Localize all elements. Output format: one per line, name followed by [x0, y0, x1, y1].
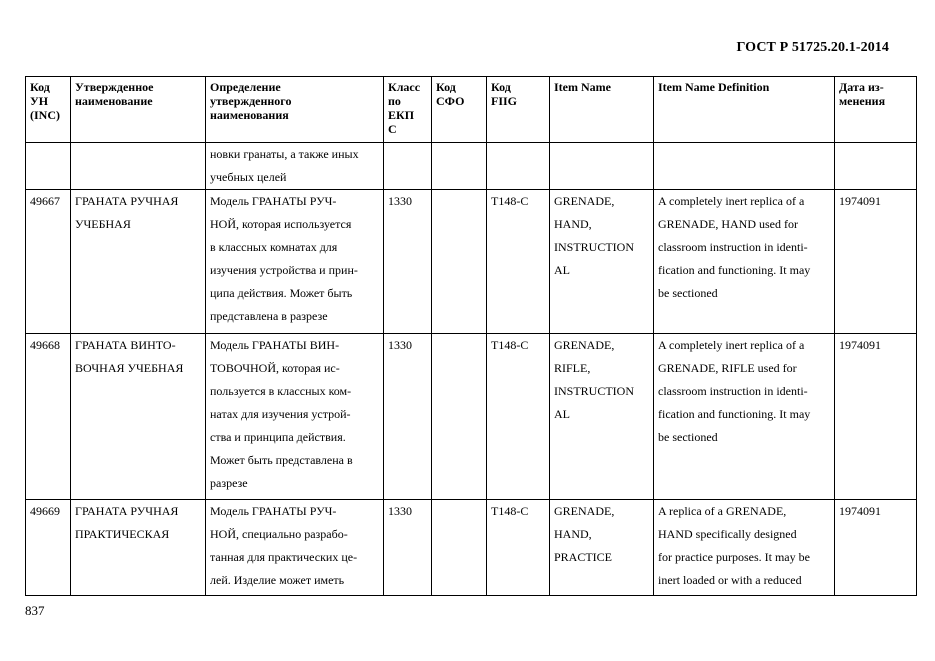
- table-row-continuation: [26, 143, 917, 190]
- cell-sfo: [432, 334, 487, 500]
- table-cell: [26, 143, 71, 190]
- table-cell: [654, 143, 835, 190]
- cell-date: 1974091: [835, 190, 917, 334]
- cell-sfo: [432, 190, 487, 334]
- table-header-row: [26, 77, 917, 143]
- document-header: ГОСТ Р 51725.20.1-2014: [736, 40, 889, 55]
- cell-name: ГРАНАТА РУЧНАЯ ПРАКТИЧЕСКАЯ: [71, 500, 206, 596]
- cell-fiig: T148-C: [487, 334, 550, 500]
- table-cell: [835, 143, 917, 190]
- cell-date: 1974091: [835, 500, 917, 596]
- column-header-item-definition: Item Name Definition: [654, 77, 835, 143]
- cell-definition: новки гранаты, а также иных учебных целей: [206, 143, 384, 190]
- table-row: [26, 190, 917, 334]
- column-header-code: Код УН (INC): [26, 77, 71, 143]
- cell-code: 49669: [26, 500, 71, 596]
- cell-item-definition: A completely inert replica of a GRENADE, RIFLE used for classroom instruction in identi- fication and functioning. It may be sectioned: [654, 334, 835, 500]
- cell-date: 1974091: [835, 334, 917, 500]
- cell-definition: Модель ГРАНАТЫ РУЧ- НОЙ, специально разрабо- танная для практических це- лей. Изделие может иметь: [206, 500, 384, 596]
- page-number: 837: [25, 603, 45, 618]
- table-row: [26, 334, 917, 500]
- cell-code: 49667: [26, 190, 71, 334]
- cell-fiig: T148-C: [487, 500, 550, 596]
- cell-item-name: GRENADE, HAND, INSTRUCTION AL: [550, 190, 654, 334]
- column-header-fiig: Код FIIG: [487, 77, 550, 143]
- cell-item-definition: A replica of a GRENADE, HAND specifically designed for practice purposes. It may be inert loaded or with a reduced: [654, 500, 835, 596]
- cell-class: 1330: [384, 500, 432, 596]
- inc-table: [25, 76, 917, 596]
- table-cell: [432, 143, 487, 190]
- cell-fiig: T148-C: [487, 190, 550, 334]
- column-header-date: Дата из- менения: [835, 77, 917, 143]
- cell-item-name: GRENADE, HAND, PRACTICE: [550, 500, 654, 596]
- column-header-class: Класс по ЕКП С: [384, 77, 432, 143]
- table-cell: [550, 143, 654, 190]
- table-cell: [487, 143, 550, 190]
- cell-code: 49668: [26, 334, 71, 500]
- column-header-definition: Определение утвержденного наименования: [206, 77, 384, 143]
- table-row: [26, 500, 917, 596]
- cell-name: ГРАНАТА ВИНТО- ВОЧНАЯ УЧЕБНАЯ: [71, 334, 206, 500]
- cell-sfo: [432, 500, 487, 596]
- cell-class: 1330: [384, 190, 432, 334]
- column-header-item-name: Item Name: [550, 77, 654, 143]
- cell-definition: Модель ГРАНАТЫ ВИН- ТОВОЧНОЙ, которая ис- пользуется в классных ком- натах для изучения устрой- ства и принципа действия. Может быть представлена в разрезе: [206, 334, 384, 500]
- cell-item-name: GRENADE, RIFLE, INSTRUCTION AL: [550, 334, 654, 500]
- cell-item-definition: A completely inert replica of a GRENADE, HAND used for classroom instruction in identi- fication and functioning. It may be sectioned: [654, 190, 835, 334]
- column-header-sfo: Код СФО: [432, 77, 487, 143]
- column-header-name: Утвержденное наименование: [71, 77, 206, 143]
- table-cell: [384, 143, 432, 190]
- cell-class: 1330: [384, 334, 432, 500]
- cell-name: ГРАНАТА РУЧНАЯ УЧЕБНАЯ: [71, 190, 206, 334]
- cell-definition: Модель ГРАНАТЫ РУЧ- НОЙ, которая используется в классных комнатах для изучения устройства и прин- ципа действия. Может быть представлена в разрезе: [206, 190, 384, 334]
- table-cell: [71, 143, 206, 190]
